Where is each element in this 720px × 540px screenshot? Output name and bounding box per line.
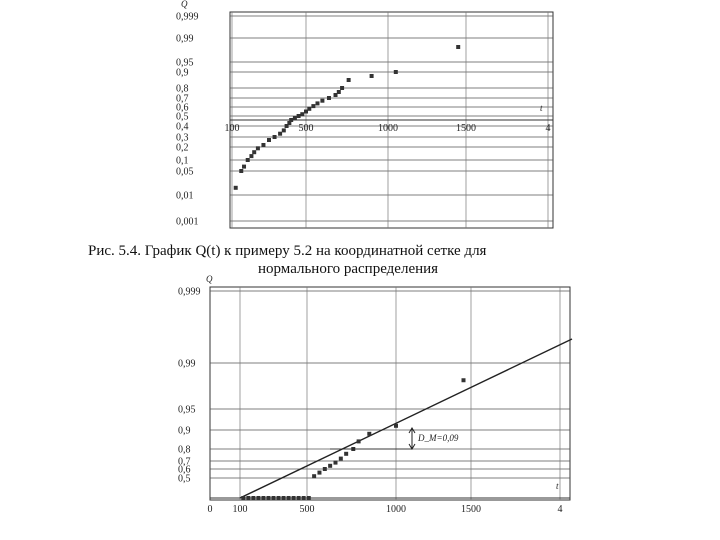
data-point: [339, 457, 343, 461]
y-tick-label: 0,95: [176, 57, 194, 69]
x-tick-label: 1500: [456, 123, 476, 134]
x-tick-label: 100: [232, 504, 248, 515]
y-tick-label: 0,5: [178, 473, 191, 485]
data-point: [344, 452, 348, 456]
data-point: [239, 169, 243, 173]
data-point: [300, 112, 304, 116]
y-tick-label: 0,05: [176, 166, 194, 178]
data-point: [278, 132, 282, 136]
data-point: [337, 90, 341, 94]
y-tick-label: 0,3: [176, 132, 189, 144]
data-point: [267, 138, 271, 142]
y-tick-label: 0,5: [176, 111, 189, 123]
data-point: [347, 78, 351, 82]
data-point: [273, 135, 277, 139]
data-point: [297, 114, 301, 118]
data-point: [328, 464, 332, 468]
data-point: [312, 474, 316, 478]
data-point: [333, 461, 337, 465]
x-tick-label: 1000: [378, 123, 398, 134]
data-point: [234, 186, 238, 190]
y-tick-label: 0,7: [178, 456, 191, 468]
y-tick-label: 0,1: [176, 155, 189, 167]
data-point: [456, 45, 460, 49]
data-point: [323, 467, 327, 471]
x-tick-label: 4: [557, 504, 563, 515]
y-tick-label: 0,9: [176, 67, 189, 79]
data-point: [315, 101, 319, 105]
x-tick-label: 0: [207, 504, 213, 515]
y-axis-label: Q: [206, 274, 213, 284]
data-point: [394, 70, 398, 74]
data-point: [320, 99, 324, 103]
y-tick-label: 0,999: [176, 11, 199, 23]
caption-line-1: Рис. 5.4. График Q(t) к примеру 5.2 на координатной сетке для: [88, 243, 487, 259]
data-point: [289, 118, 293, 122]
y-tick-label: 0,999: [178, 286, 201, 298]
x-tick-label: 100: [224, 123, 240, 134]
y-tick-label: 0,8: [176, 83, 189, 95]
chart-top: [176, 0, 553, 228]
y-tick-label: 0,001: [176, 216, 199, 228]
data-point: [462, 378, 466, 382]
data-point: [277, 496, 281, 500]
x-axis-label: t: [540, 103, 543, 113]
data-point: [297, 496, 301, 500]
chart-bottom: [178, 274, 572, 515]
data-point: [327, 96, 331, 100]
x-axis-label: t: [556, 481, 559, 491]
data-point: [246, 158, 250, 162]
data-point: [261, 143, 265, 147]
data-point: [357, 439, 361, 443]
data-point: [292, 496, 296, 500]
data-point: [367, 432, 371, 436]
data-point: [287, 496, 291, 500]
data-point: [252, 150, 256, 154]
data-point: [246, 496, 250, 500]
data-point: [307, 496, 311, 500]
data-point: [256, 146, 260, 150]
data-point: [340, 86, 344, 90]
y-tick-label: 0,99: [178, 358, 196, 370]
y-tick-label: 0,4: [176, 121, 189, 133]
y-tick-label: 0,01: [176, 190, 194, 202]
data-point: [311, 104, 315, 108]
plot-frame: [210, 287, 570, 500]
data-point: [282, 496, 286, 500]
x-tick-label: 500: [298, 123, 314, 134]
data-point: [293, 116, 297, 120]
y-tick-label: 0,99: [176, 33, 194, 45]
x-tick-label: 1500: [461, 504, 481, 515]
data-point: [256, 496, 260, 500]
data-point: [241, 496, 245, 500]
data-point: [282, 128, 286, 132]
data-point: [370, 74, 374, 78]
figure-caption: [88, 242, 688, 278]
data-point: [394, 424, 398, 428]
data-point: [317, 471, 321, 475]
x-tick-label: 1000: [386, 504, 406, 515]
y-tick-label: 0,6: [176, 102, 189, 114]
data-point: [266, 496, 270, 500]
data-point: [251, 496, 255, 500]
data-point: [307, 107, 311, 111]
data-point: [242, 165, 246, 169]
y-tick-label: 0,8: [178, 444, 191, 456]
y-tick-label: 0,7: [176, 93, 189, 105]
x-tick-label: 4: [545, 123, 551, 134]
data-point: [249, 154, 253, 158]
y-tick-label: 0,2: [176, 142, 189, 154]
y-tick-label: 0,6: [178, 464, 191, 476]
data-point: [261, 496, 265, 500]
x-tick-label: 500: [299, 504, 315, 515]
data-point: [272, 496, 276, 500]
y-tick-label: 0,9: [178, 425, 191, 437]
caption-line-2: нормального распределения: [258, 261, 439, 277]
data-point: [302, 496, 306, 500]
y-axis-label: Q: [181, 0, 188, 9]
annotation-label: D_M=0,09: [418, 433, 459, 443]
y-tick-label: 0,95: [178, 404, 196, 416]
